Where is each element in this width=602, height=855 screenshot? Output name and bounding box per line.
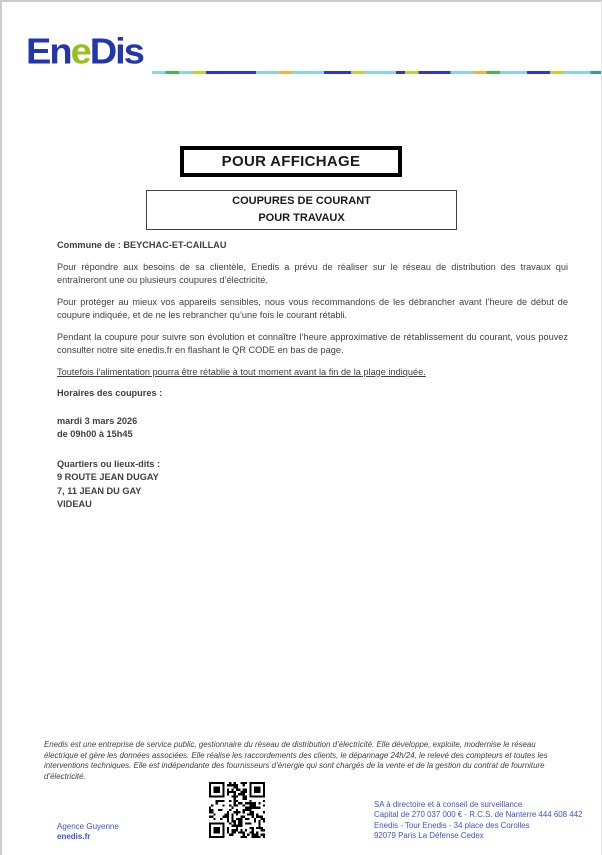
outage-date: mardi 3 mars 2026 [57,415,138,426]
outage-hours: de 09h00 à 15h45 [57,429,133,439]
logo-text-green: e [70,32,90,72]
enedis-logo [26,33,143,71]
logo-text-blue-left: En [26,32,71,72]
enedis-website-link[interactable]: enedis.fr [57,832,91,841]
paragraph-intro: Pour répondre aux besoins de sa clientèle, Enedis a prévu de réaliser sur le réseau de distribution des travaux qui entraîneront une ou plusieurs coupures d’électricité. [57,261,568,285]
title-line-2: POUR TRAVAUX [258,212,345,224]
pour-affichage-label: POUR AFFICHAGE [221,153,361,170]
agency-block [57,822,119,842]
corporate-line: SA à directoire et à conseil de surveillance [374,800,523,809]
paragraph-advice: Pour protéger au mieux vos appareils sensibles, nous vous recommandons de les débrancher avant l’heure de début de coupure indiquée, et de ne les rebrancher qu’une fois le courant rétabli. [57,296,568,320]
corporate-info-block [374,800,582,841]
commune-line: Commune de : BEYCHAC-ET-CAILLAU [57,240,227,250]
place-line: 7, 11 JEAN DU GAY [57,485,142,496]
title-line-1: COUPURES DE COURANT [232,195,371,207]
company-description: Enedis est une entreprise de service public, gestionnaire du réseau de distribution d’électricité. Elle développe, exploite, modernise le réseau électrique et gère les données associées. Elle réalise les raccordements des clients, le dépannage 24h/24, le relevé des compteurs et toutes les interventions techniques. Elle est indépendante des fournisseurs d’énergie qui sont chargés de la vente et de la gestion du contrat de fourniture d’électricité. [44,740,548,781]
restoration-warning-line: Toutefois l’alimentation pourra être rétablie à tout moment avant la fin de la plage indiquée. [57,366,426,377]
pour-affichage-banner [180,146,402,177]
outage-schedule [57,415,568,442]
corporate-line: 92079 Paris La Défense Cedex [374,830,484,840]
corporate-line: Enedis - Tour Enedis - 34 place des Corolles [374,820,530,830]
notice-body [57,239,568,512]
paragraph-qrcode-info: Pendant la coupure pour suivre son évolution et connaître l’heure approximative de rétablissement du courant, vous pouvez consulter notre site enedis.fr en flashant le QR CODE en bas de page. [57,331,568,355]
agency-name: Agence Guyenne [57,822,119,831]
logo-text-blue-right: Dis [89,32,143,72]
horaires-label: Horaires des coupures : [57,388,163,398]
corporate-line: Capital de 270 037 000 € - R.C.S. de Nanterre 444 608 442 [374,810,583,820]
places-block [57,458,568,512]
qr-code [209,782,265,838]
place-line: VIDEAU [57,499,92,509]
quartiers-label: Quartiers ou lieux-dits : [57,458,161,469]
brand-color-line [152,71,602,74]
coupures-title-box [146,190,457,230]
place-line: 9 ROUTE JEAN DUGAY [57,472,159,482]
